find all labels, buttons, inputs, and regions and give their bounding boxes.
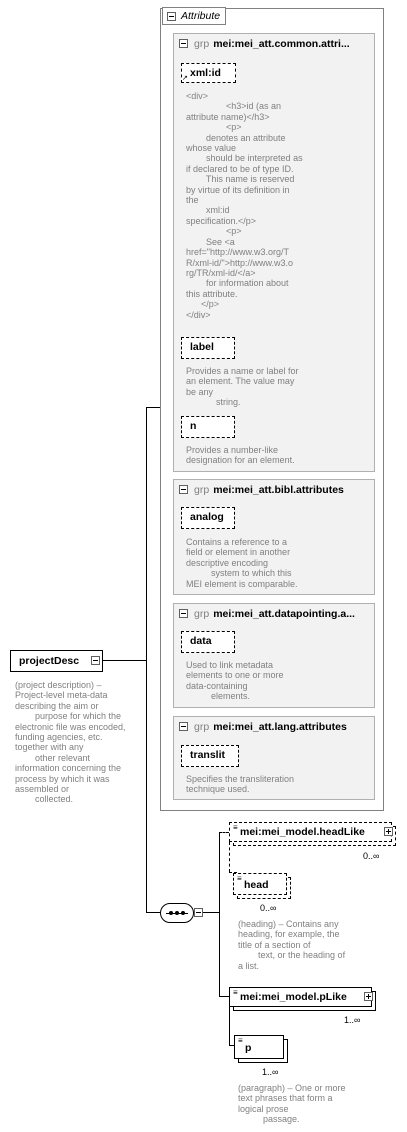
attribute-name: analog [190,511,224,523]
element-doc: (heading) – Contains any heading, for example, the title of a section of text, or the heading of a list. [238,919,346,971]
attribute-doc: Provides a name or label for an element. The value may be any string. [186,366,299,408]
connector-line [219,996,229,997]
attribute-title: Attribute [181,10,221,22]
sequence-collapse-icon[interactable] [194,908,203,917]
element-name: head [244,879,269,891]
group-expand-icon[interactable] [364,992,373,1001]
group-prefix: grp [194,38,210,50]
group-name: mei:mei_att.lang.attributes [213,721,347,733]
element-doc: (paragraph) – One or more text phrases that form a logical prose passage. [238,1083,346,1125]
root-collapse-icon[interactable] [91,656,100,665]
cardinality: 1..∞ [344,1015,361,1025]
group-name: mei:mei_att.bibl.attributes [213,484,344,496]
sequence-dot-icon [175,911,179,915]
attribute-name: label [190,341,214,353]
group-ref-icon: ≡ [233,988,238,997]
attribute-data[interactable] [181,631,235,653]
attribute-label[interactable] [181,337,235,359]
attribute-doc: Provides a number-like designation for an element. [186,445,295,466]
connector-line-optional [229,842,230,872]
group-prefix: grp [194,484,210,496]
group-collapse-icon[interactable] [179,722,188,731]
group-ref-headLike[interactable] [229,822,392,842]
element-icon: ≡ [237,874,242,883]
root-element-projectDesc[interactable] [10,650,103,672]
group-collapse-icon[interactable] [179,39,188,48]
attribute-doc: Contains a reference to a field or element in another descriptive encoding system to which this MEI element is comparable. [186,537,298,589]
attribute-collapse-icon[interactable] [167,12,176,21]
group-prefix: grp [194,721,210,733]
attribute-link-icon: ↗ [182,75,188,82]
cardinality: 0..∞ [260,903,277,913]
connector-line [229,1007,230,1045]
attribute-doc: <div> <h3>id (as an attribute name)</h3> <p> denotes an attribute whose value should be interpreted as if declared to be of type ID. This name is reserved by virtue of its definition in the xml:id specification.</p> <p> See <a href="http://www.w3.org/T R/xml-id/">http://www.w3.o rg/TR/xml-id/</a> for information about this attribute. </p> </div> [186,91,303,320]
attribute-translit[interactable] [181,745,239,767]
attribute-name: data [190,635,212,647]
group-collapse-icon[interactable] [179,485,188,494]
group-ref-icon: ≡ [233,823,238,832]
connector-line [219,832,220,997]
group-ref-name: mei:mei_model.headLike [240,826,365,838]
attribute-xml-id[interactable] [181,63,236,83]
element-name: projectDesc [19,655,80,667]
element-head[interactable] [233,873,287,895]
connector-line [146,912,160,913]
group-ref-name: mei:mei_model.pLike [240,991,347,1003]
connector-line [102,660,146,661]
connector-line [146,407,160,408]
group-prefix: grp [194,608,210,620]
attribute-analog[interactable] [181,507,235,529]
group-name: mei:mei_att.datapointing.a... [213,608,355,620]
group-ref-pLike[interactable] [229,987,372,1007]
element-name: p [245,1042,252,1054]
attribute-doc: Used to link metadata elements to one or more data-containing elements. [186,660,284,702]
connector-line-optional [219,832,229,833]
attribute-n[interactable] [181,416,235,438]
attribute-name: n [190,420,197,432]
element-p[interactable] [234,1035,284,1059]
group-collapse-icon[interactable] [179,609,188,618]
sequence-compositor[interactable] [160,903,194,923]
group-name: mei:mei_att.common.attri... [213,38,350,50]
cardinality: 0..∞ [363,851,380,861]
connector-line [146,407,147,913]
element-icon: ≡ [238,1036,243,1045]
attribute-doc: Specifies the transliteration technique used. [186,774,295,795]
attribute-header [162,7,226,25]
attribute-name: translit [190,749,226,761]
sequence-dot-icon [169,911,173,915]
root-element-doc: (project description) – Project-level meta-data describing the aim or purpose for which the electronic file was encoded, funding agencies, etc. together with any other relevant information concerning the process by which it was assembled or collected. [15,680,126,805]
connector-line [203,912,219,913]
cardinality: 1..∞ [262,1067,279,1077]
group-expand-icon[interactable] [384,827,393,836]
attribute-name: xml:id [190,67,221,79]
sequence-dot-icon [181,911,185,915]
